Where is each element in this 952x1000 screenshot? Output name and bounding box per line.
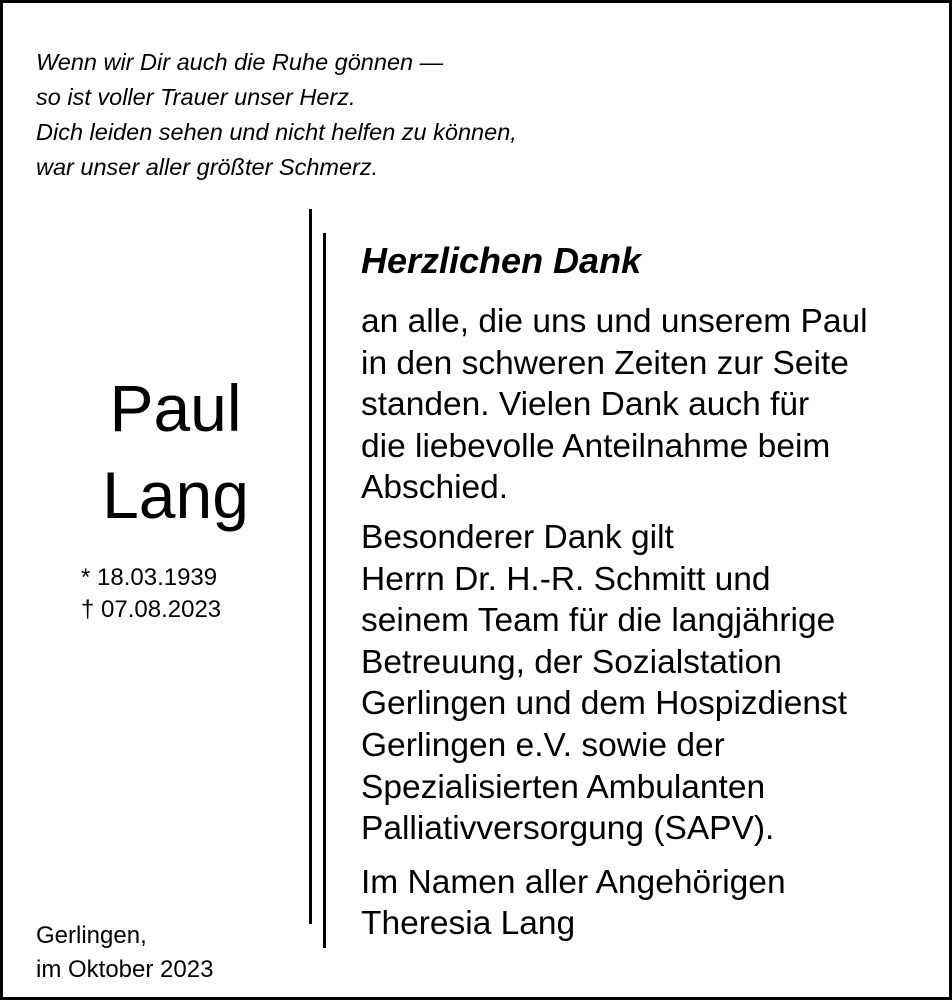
thanks-line: in den schweren Zeiten zur Seite	[361, 344, 849, 382]
thanks-heading: Herzlichen Dank	[361, 240, 642, 281]
thanks-line: Herrn Dr. H.-R. Schmitt und	[361, 560, 771, 598]
poem-line: so ist voller Trauer unser Herz.	[36, 84, 356, 110]
thanks-text	[361, 301, 868, 945]
vertical-divider-left	[309, 209, 312, 924]
deceased-first-name: Paul	[109, 371, 242, 445]
deceased-last-name: Lang	[102, 458, 249, 532]
poem-line: Wenn wir Dir auch die Ruhe gönnen —	[36, 49, 444, 75]
signature-line: Im Namen aller Angehörigen	[361, 863, 786, 901]
poem-verse	[36, 45, 517, 185]
thanks-line: Betreuung, der Sozialstation	[361, 643, 782, 681]
thanks-line: seinem Team für die langjährige	[361, 602, 836, 640]
birth-date: * 18.03.1939	[81, 564, 218, 591]
thanks-line: Besonderer Dank gilt	[361, 518, 674, 556]
thanks-line: standen. Vielen Dank auch für	[361, 386, 810, 424]
thanks-line: Spezialisierten Ambulanten	[361, 768, 766, 806]
thanks-line: an alle, die uns und unserem Paul	[361, 303, 868, 340]
vertical-divider-right	[323, 233, 326, 948]
place-city: Gerlingen,	[36, 922, 147, 949]
death-date: † 07.08.2023	[81, 596, 222, 623]
poem-line: Dich leiden sehen und nicht helfen zu können,	[36, 119, 517, 145]
life-dates	[81, 562, 221, 626]
thanks-line: Gerlingen e.V. sowie der	[361, 726, 725, 764]
thanks-line: die liebevolle Anteilnahme beim	[361, 427, 831, 465]
thanks-line: Gerlingen und dem Hospizdienst	[361, 685, 848, 723]
poem-line: war unser aller größter Schmerz.	[36, 154, 379, 180]
thanks-line: Palliativversorgung (SAPV).	[361, 810, 775, 848]
place-date: im Oktober 2023	[36, 956, 214, 983]
thanks-line: Abschied.	[361, 469, 509, 507]
place-and-date	[36, 919, 213, 987]
signature-name: Theresia Lang	[361, 905, 576, 943]
